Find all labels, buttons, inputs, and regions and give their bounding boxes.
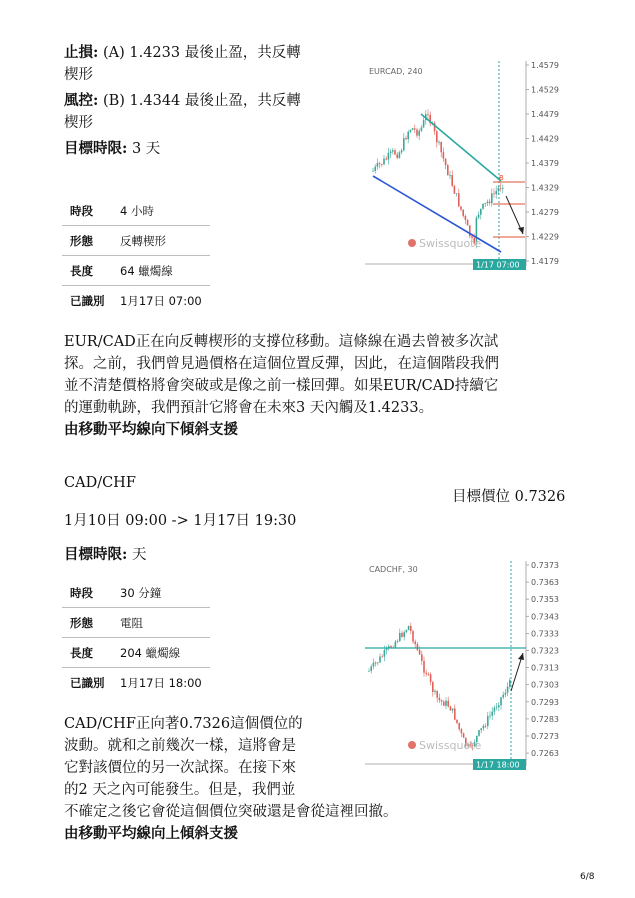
- candle-body: [447, 165, 449, 175]
- y-axis-ticks: [526, 61, 559, 266]
- candle-body: [454, 708, 456, 719]
- candle-body: [447, 701, 449, 707]
- candle-body: [414, 642, 416, 645]
- candle-body: [428, 674, 430, 675]
- page-number: 6/8: [580, 872, 595, 882]
- table-key: 已識別: [70, 675, 105, 690]
- candle-body: [377, 662, 379, 663]
- candle-body: [445, 701, 447, 706]
- candle-body: [385, 159, 387, 160]
- stop-loss-line-2: 楔形: [64, 67, 93, 83]
- arrow-head-icon: [518, 653, 524, 660]
- paragraph-line: EUR/CAD正在向反轉楔形的支撐位移動。這條線在過去曾被多次試: [64, 334, 499, 350]
- candle-body: [478, 215, 480, 218]
- wedge-upper-line: [421, 114, 501, 181]
- analysis-paragraph-2: [64, 713, 398, 845]
- candle-body: [395, 642, 397, 648]
- date-badge-text: 1/17 18:00: [476, 760, 520, 770]
- candle-body: [383, 159, 385, 165]
- candle-body: [423, 120, 425, 127]
- paragraph-line: 它對該價位的另一次試探。在接下來: [64, 760, 296, 776]
- candle-body: [439, 698, 441, 700]
- candle-body: [407, 132, 409, 139]
- y-axis-ticks: [526, 561, 559, 758]
- y-tick-label: 0.7313: [531, 663, 559, 673]
- candle-body: [498, 188, 500, 191]
- y-tick-label: 1.4379: [531, 159, 559, 168]
- candle-body: [397, 641, 399, 642]
- candle-body: [373, 663, 375, 667]
- paragraph-line: 不確定之後它會從這個價位突破還是會從這裡回撤。: [64, 804, 398, 820]
- candle-body: [377, 163, 379, 166]
- pattern-info-table-1: [62, 196, 210, 315]
- table-row: [62, 608, 210, 638]
- y-tick-label: 0.7303: [531, 680, 559, 690]
- candle-body: [434, 691, 436, 692]
- target-timeframe-line: [64, 138, 160, 160]
- pair-title: CAD/CHF: [64, 475, 136, 491]
- table-row: [62, 638, 210, 668]
- table-value: 電阻: [120, 608, 210, 638]
- candle-body: [416, 129, 418, 135]
- table-row: [62, 256, 210, 286]
- table-value: 反轉楔形: [120, 226, 210, 256]
- candle-body: [440, 142, 442, 152]
- candle-body: [498, 705, 500, 707]
- candle-body: [419, 650, 421, 654]
- candle-body: [509, 680, 511, 687]
- candle-body: [461, 729, 463, 733]
- table-key: 形態: [62, 226, 120, 256]
- candle-body: [384, 650, 386, 657]
- candle-body: [374, 167, 376, 171]
- y-tick-label: 1.4579: [531, 61, 559, 70]
- risk-control-line-2: 楔形: [64, 115, 93, 131]
- chart-watermark: Swissquote: [419, 237, 482, 250]
- candle-body: [417, 644, 419, 650]
- candle-body: [401, 150, 403, 152]
- candle-body: [462, 210, 464, 216]
- candle-body: [502, 188, 504, 189]
- eurcad-chart-svg: [363, 56, 573, 274]
- y-tick-label: 1.4329: [531, 183, 559, 193]
- table-row: [62, 286, 210, 316]
- y-tick-label: 1.4479: [531, 110, 559, 119]
- candle-body: [452, 708, 454, 710]
- candle-body: [430, 674, 432, 682]
- candle-body: [403, 632, 405, 637]
- table-key: 形態: [62, 608, 120, 638]
- y-tick-label: 0.7323: [531, 646, 559, 656]
- analysis-paragraph-1: [64, 331, 499, 441]
- candle-body: [458, 193, 460, 206]
- marker-b-label: B: [499, 174, 504, 182]
- candle-body: [494, 708, 496, 712]
- candle-body: [394, 150, 396, 154]
- candle-body: [489, 716, 491, 717]
- candle-body: [489, 202, 491, 204]
- table-key: 長度: [62, 256, 120, 286]
- paragraph-line: 波動。就和之前幾次一樣，這將會是: [64, 738, 296, 754]
- candle-body: [421, 654, 423, 660]
- candle-body: [412, 128, 414, 130]
- candle-body: [500, 188, 502, 189]
- table-value: 204 蠟燭線: [120, 638, 210, 668]
- candle-body: [443, 702, 445, 706]
- candle-body: [427, 114, 429, 115]
- candle-body: [425, 673, 427, 674]
- candle-body: [500, 697, 502, 705]
- chart-title: CADCHF, 30: [369, 565, 418, 574]
- candle-body: [482, 204, 484, 209]
- y-tick-label: 1.4529: [531, 85, 559, 95]
- section-subheading: 由移動平均線向上傾斜支援: [64, 825, 238, 842]
- y-tick-label: 0.7343: [531, 612, 559, 622]
- target-price: 目標價位 0.7326: [452, 489, 566, 505]
- stop-loss-label: 止損:: [64, 44, 99, 61]
- candle-body: [467, 220, 469, 225]
- target-timeframe-label: 目標時限:: [64, 140, 128, 157]
- candle-body: [390, 152, 392, 153]
- target-timeframe-value: 天: [127, 547, 147, 563]
- y-tick-label: 0.7333: [531, 629, 559, 639]
- candle-body: [463, 733, 465, 738]
- table-value: 64 蠟燭線: [120, 256, 210, 286]
- candle-body: [450, 706, 452, 710]
- table-value: 1月17日 18:00: [120, 675, 202, 690]
- y-tick-label: 1.4279: [531, 208, 559, 217]
- date-badge-text: 1/17 07:00: [476, 260, 520, 270]
- table-value: 30 分鐘: [120, 578, 210, 608]
- candle-body: [478, 730, 480, 736]
- candle-body: [443, 152, 445, 158]
- candle-body: [445, 159, 447, 165]
- arrow-head-icon: [518, 227, 524, 234]
- candle-body: [451, 175, 453, 186]
- y-tick-label: 0.7263: [531, 749, 559, 759]
- pattern-info-table-2: [62, 578, 210, 697]
- table-row: [62, 196, 210, 226]
- table-key: 時段: [62, 196, 120, 226]
- candle-body: [507, 687, 509, 693]
- chart-watermark: Swissquote: [419, 739, 482, 752]
- candle-body: [487, 716, 489, 726]
- candle-body: [410, 626, 412, 631]
- paragraph-line: 的2 天之內可能發生。但是，我們並: [64, 782, 296, 798]
- y-tick-label: 0.7353: [531, 595, 559, 605]
- candle-body: [436, 691, 438, 698]
- candle-body: [381, 164, 383, 165]
- y-tick-label: 0.7273: [531, 732, 559, 741]
- candle-body: [487, 202, 489, 203]
- candle-body: [496, 707, 498, 708]
- candle-body: [405, 138, 407, 139]
- target-timeframe-label: 目標時限:: [64, 546, 128, 563]
- candle-body: [375, 663, 377, 664]
- candle-body: [403, 138, 405, 150]
- swissquote-logo-icon: [408, 239, 416, 247]
- candle-body: [414, 128, 416, 129]
- y-tick-label: 0.7293: [531, 697, 559, 707]
- y-tick-label: 1.4429: [531, 134, 559, 144]
- table-key: 長度: [62, 638, 120, 668]
- candle-body: [410, 130, 412, 132]
- section-subheading: 由移動平均線向下傾斜支援: [64, 421, 238, 438]
- candle-body: [392, 150, 394, 151]
- paragraph-line: 並不清楚價格將會突破或是像之前一樣回彈。如果EUR/CAD持續它: [64, 378, 499, 394]
- candle-body: [372, 171, 374, 172]
- candle-body: [388, 153, 390, 160]
- table-row: [62, 226, 210, 256]
- risk-control-text: (B) 1.4344 最後止盈，共反轉: [98, 93, 301, 109]
- candle-body: [458, 723, 460, 729]
- candle-body: [432, 682, 434, 692]
- risk-control-line: [64, 90, 301, 112]
- table-row: [62, 668, 210, 698]
- candle-body: [412, 631, 414, 642]
- paragraph-line: 探。之前，我們曾見過價格在這個位置反彈，因此，在這個階段我們: [64, 356, 499, 372]
- stop-loss-text: (A) 1.4233 最後止盈，共反轉: [98, 45, 301, 61]
- y-tick-label: 0.7373: [531, 561, 559, 570]
- candle-body: [436, 131, 438, 142]
- stop-loss-line: [64, 42, 301, 64]
- y-tick-label: 0.7363: [531, 578, 559, 588]
- y-tick-label: 1.4179: [531, 257, 559, 266]
- table-value: 1月17日 07:00: [120, 293, 202, 308]
- table-key: 時段: [62, 578, 120, 608]
- candle-body: [399, 633, 401, 641]
- table-value: 4 小時: [120, 196, 210, 226]
- paragraph-line: CAD/CHF正向著0.7326這個價位的: [64, 716, 303, 732]
- candle-body: [396, 154, 398, 157]
- y-tick-label: 0.7283: [531, 714, 559, 724]
- chart-title: EURCAD, 240: [369, 67, 423, 76]
- y-tick-label: 1.4229: [531, 232, 559, 242]
- candle-body: [505, 693, 507, 695]
- candle-body: [438, 142, 440, 143]
- candle-body: [368, 671, 370, 672]
- candle-body: [483, 726, 485, 728]
- candle-body: [418, 131, 420, 136]
- time-range: 1月10日 09:00 -> 1月17日 19:30: [64, 513, 297, 529]
- candle-body: [381, 656, 383, 657]
- candle-body: [408, 626, 410, 630]
- candle-body: [491, 193, 493, 203]
- candle-body: [379, 656, 381, 662]
- candle-body: [456, 193, 458, 194]
- candle-body: [484, 203, 486, 204]
- candle-body: [460, 206, 462, 209]
- candle-body: [456, 720, 458, 723]
- candle-body: [491, 712, 493, 716]
- candlesticks: [372, 109, 503, 248]
- candle-body: [401, 633, 403, 637]
- candle-body: [480, 728, 482, 730]
- candle-body: [441, 700, 443, 701]
- target-timeframe-value: 3 天: [127, 141, 161, 157]
- table-key: 已識別: [70, 293, 105, 308]
- candle-body: [449, 175, 451, 176]
- candle-body: [423, 661, 425, 673]
- candle-body: [406, 630, 408, 632]
- candle-body: [502, 695, 504, 698]
- candle-body: [493, 193, 495, 194]
- eurcad-chart: [363, 56, 573, 274]
- candle-body: [480, 209, 482, 215]
- candle-body: [370, 666, 372, 670]
- target-timeframe-line-2: [64, 544, 146, 566]
- swissquote-logo-icon: [408, 741, 416, 749]
- paragraph-line: 的運動軌跡，我們預計它將會在未來3 天內觸及1.4233。: [64, 400, 434, 416]
- risk-control-label: 風控:: [64, 92, 99, 109]
- candle-body: [454, 186, 456, 194]
- candle-body: [379, 163, 381, 164]
- candle-body: [485, 726, 487, 727]
- candle-body: [399, 152, 401, 158]
- candle-body: [495, 191, 497, 194]
- table-row: [62, 578, 210, 608]
- candle-body: [421, 127, 423, 131]
- candle-body: [465, 216, 467, 220]
